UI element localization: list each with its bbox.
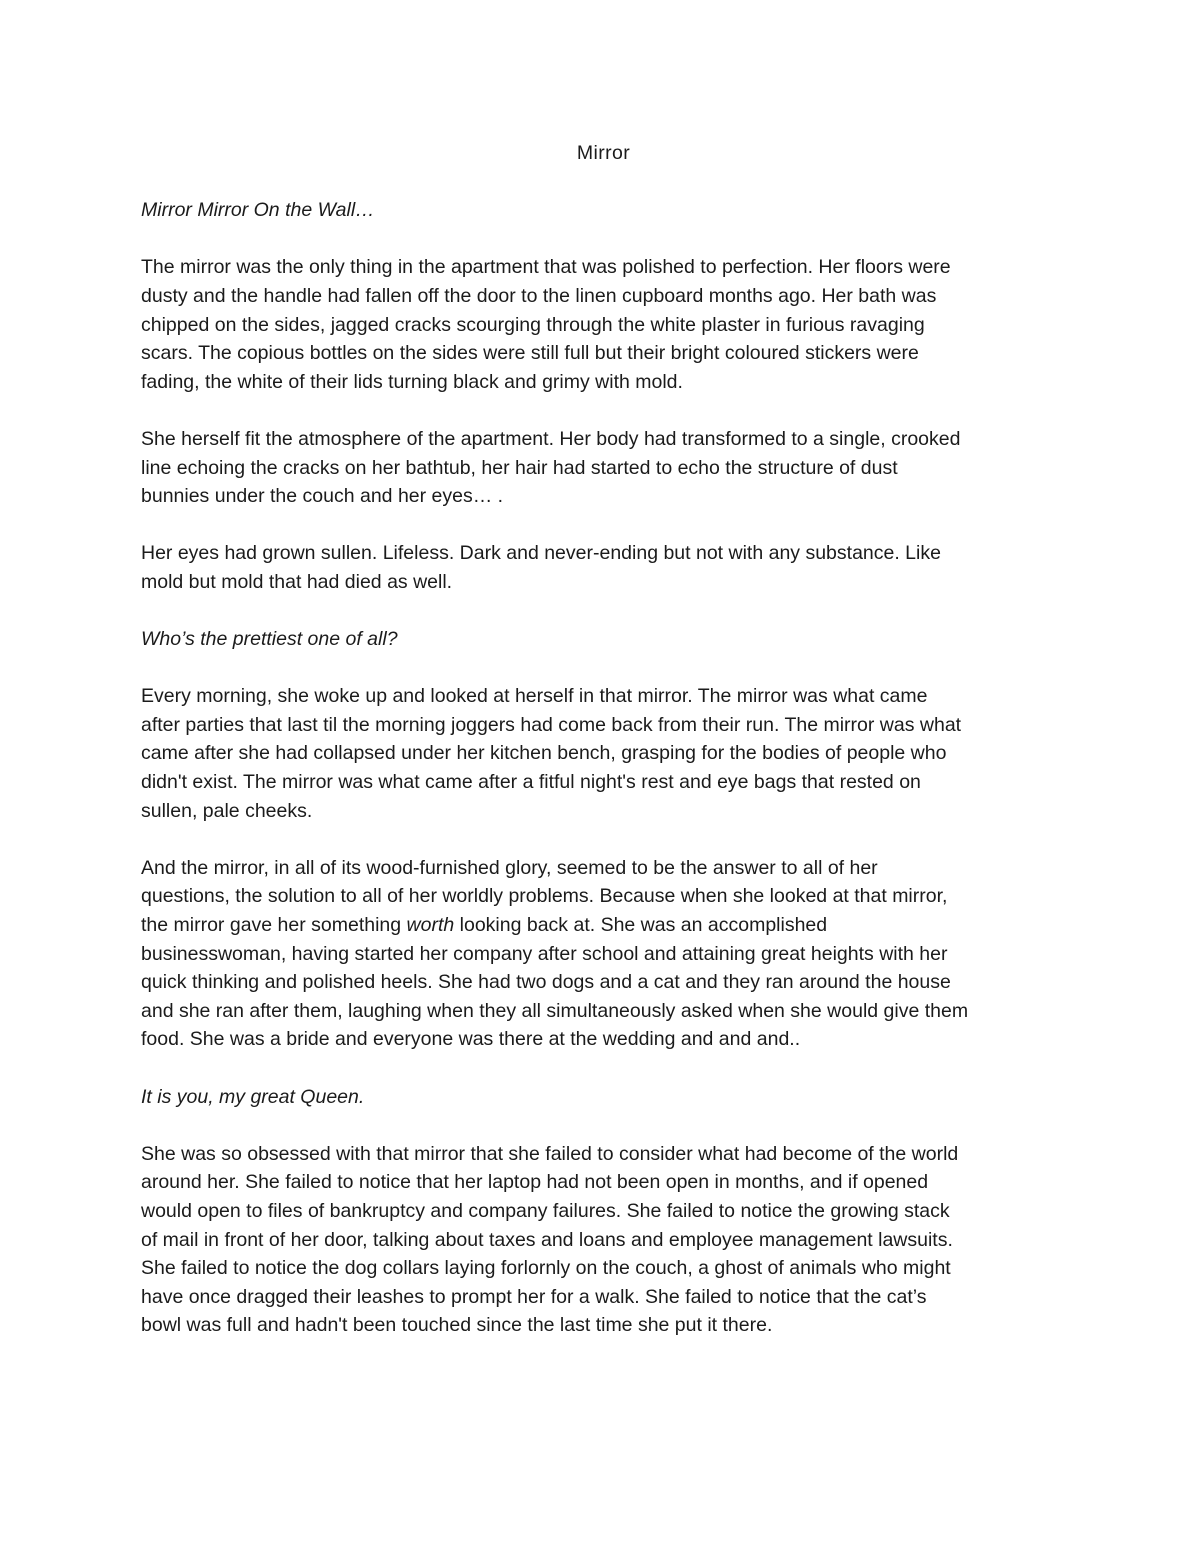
paragraph-3: [141, 539, 1066, 596]
text-line: questions, the solution to all of her worldly problems. Because when she looked at that mirror,: [141, 885, 948, 908]
text-line: It is you, my great Queen.: [141, 1085, 365, 1108]
document-title: Mirror: [576, 142, 631, 164]
text-line: sullen, pale cheeks.: [141, 799, 313, 822]
text-line: Mirror Mirror On the Wall…: [141, 199, 375, 222]
document-body: [141, 139, 1066, 1369]
text-line: around her. She failed to notice that her laptop had not been open in months, and if opened: [141, 1171, 929, 1194]
text-line: bowl was full and hadn't been touched since the last time she put it there.: [141, 1314, 773, 1337]
text-line: didn't exist. The mirror was what came after a fitful night's rest and eye bags that rested on: [141, 771, 921, 794]
paragraph-2: [141, 425, 1066, 511]
text-line: and she ran after them, laughing when they all simultaneously asked when she would give them: [141, 999, 969, 1022]
text-line: after parties that last til the morning joggers had come back from their run. The mirror was what: [141, 713, 962, 736]
text-line: businesswoman, having started her company after school and attaining great heights with her: [141, 942, 948, 965]
text-line: Who’s the prettiest one of all?: [141, 628, 398, 651]
text-line: dusty and the handle had fallen off the door to the linen cupboard months ago. Her bath was: [141, 284, 937, 307]
text-line: Her eyes had grown sullen. Lifeless. Dark and never-ending but not with any substance. Like: [141, 542, 941, 565]
text-line: bunnies under the couch and her eyes… .: [141, 485, 504, 508]
text-line-with-emphasis: [141, 911, 1066, 940]
text-line: The mirror was the only thing in the apartment that was polished to perfection. Her floors were: [141, 256, 951, 279]
text-line: scars. The copious bottles on the sides were still full but their bright coloured stickers were: [141, 342, 919, 365]
paragraph-epigraph-2: [141, 625, 1066, 654]
text-line: And the mirror, in all of its wood-furnished glory, seemed to be the answer to all of her: [141, 856, 878, 879]
text-line: food. She was a bride and everyone was there at the wedding and and and..: [141, 1028, 801, 1051]
text-line: Every morning, she woke up and looked at herself in that mirror. The mirror was what came: [141, 685, 928, 708]
text-line: She failed to notice the dog collars laying forlornly on the couch, a ghost of animals who might: [141, 1257, 951, 1280]
paragraph-epigraph-3: [141, 1083, 1066, 1112]
text-line: fading, the white of their lids turning black and grimy with mold.: [141, 370, 683, 393]
emphasized-word: worth: [406, 914, 455, 937]
text-line: would open to files of bankruptcy and company failures. She failed to notice the growing stack: [141, 1199, 950, 1222]
text-line: mold but mold that had died as well.: [141, 570, 453, 593]
text-segment: the mirror gave her something: [141, 914, 407, 937]
paragraph-4: [141, 682, 1066, 825]
text-segment: looking back at. She was an accomplished: [454, 914, 828, 937]
paragraph-6: [141, 1140, 1066, 1340]
paragraph-epigraph-1: [141, 196, 1066, 225]
text-line: She was so obsessed with that mirror that she failed to consider what had become of the world: [141, 1142, 959, 1165]
text-line: have once dragged their leashes to prompt her for a walk. She failed to notice that the cat’s: [141, 1285, 927, 1308]
paragraph-1: [141, 253, 1066, 396]
text-line: line echoing the cracks on her bathtub, her hair had started to echo the structure of dust: [141, 456, 898, 479]
paragraph-5: [141, 854, 1066, 1054]
text-line: She herself fit the atmosphere of the apartment. Her body had transformed to a single, crooked: [141, 427, 961, 450]
text-line: chipped on the sides, jagged cracks scourging through the white plaster in furious ravaging: [141, 313, 925, 336]
text-line: of mail in front of her door, talking about taxes and loans and employee management lawsuits.: [141, 1228, 953, 1251]
text-line: quick thinking and polished heels. She had two dogs and a cat and they ran around the house: [141, 971, 951, 994]
text-line: came after she had collapsed under her kitchen bench, grasping for the bodies of people who: [141, 742, 947, 765]
